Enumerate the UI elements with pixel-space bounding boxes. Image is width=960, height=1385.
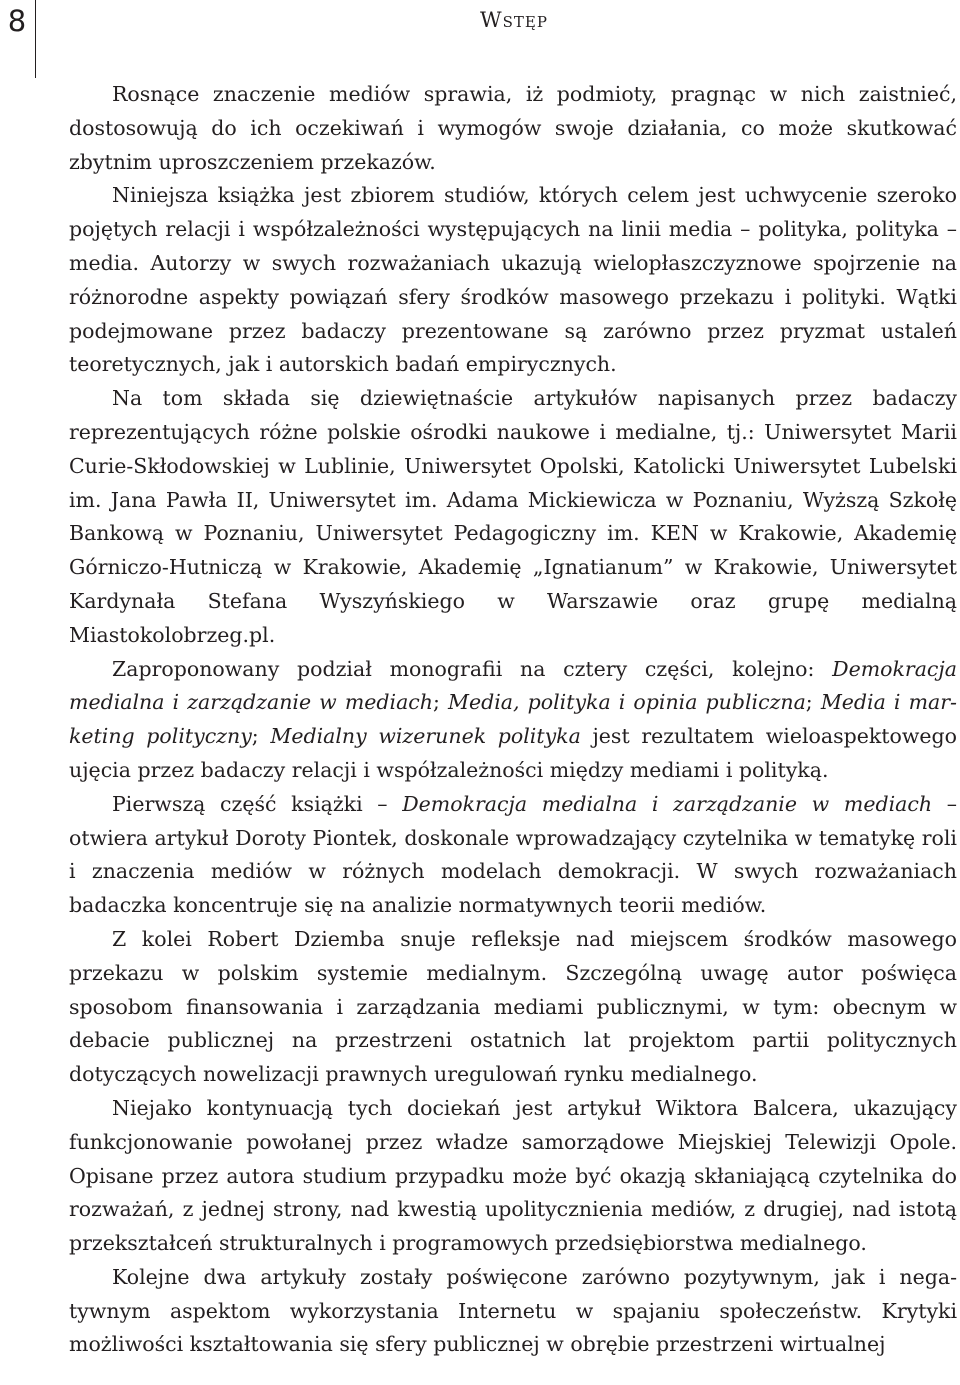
paragraph-text: Na tom składa się dziewiętnaście artykułów napisanych przez badaczy reprezentujących różne polskie ośrodki naukowe i medialne, tj.: Uniwersytet Marii Curie-Skłodowskiej w Lublinie, Uniwersytet Opolski, Katolicki Uniwersytet Lubelski im. Jana Pawła II, Uniwersytet im. Adama Mickiewicza w Poznaniu, Wyższą Szkołę Bankową w Poznaniu, Uniwersytet Pedagogiczny im. KEN w Krakowie, Akademię Górniczo-Hutniczą w Krakowie, Akademię „Ignatianum” w Krakowie, Uniwersytet Kardynała Stefana Wyszyńskiego w Warszawie oraz grupę medialną Miastokolobrzeg.pl. [69, 386, 957, 647]
paragraph-text: Z kolei Robert Dziemba snuje refleksje nad miejscem środków masowego przekazu w polskim systemie medialnym. Szczególną uwagę autor poświęca sposobom finansowania i zarządzania mediami publicznymi, w tym: obecnym w debacie publicznej na przestrzeni ostatnich lat projektom partii politycznych dotyczących nowelizacji prawnych uregulowań rynku medialnego. [69, 926, 957, 1087]
paragraph [69, 179, 957, 382]
paragraph-text: Pierwszą część książki – [112, 791, 403, 816]
paragraph-text: Niejako kontynuacją tych dociekań jest artykuł Wiktora Balcera, ukazujący funkcjonowanie powołanej przez władze samorządowe Miejskiej Telewizji Opole. Opisane przez autora studium przypadku może być okazją skłaniającą czytelnika do rozważań, z jednej strony, nad kwestią upolitycznienia mediów, z drugiej, nad istotą przekształceń strukturalnych i programowych przedsiębiorstwa medialnego. [69, 1095, 957, 1256]
italic-text: Medialny wizerunek polityka [270, 724, 581, 749]
running-head: Wstęp [480, 8, 548, 32]
paragraph [69, 653, 957, 788]
italic-text: Demokracja medialna i zarządzanie w mediach [402, 791, 933, 816]
paragraph-text: – otwiera artykuł Doroty Piontek, doskonale wprowadzający czytelnika w tematykę roli i znaczenia mediów w różnych modelach demokracji. W swych rozważaniach badaczka koncentruje się na analizie normatywnych teorii mediów. [69, 791, 957, 918]
paragraph-text: ; [432, 690, 448, 715]
paragraph [69, 1092, 957, 1261]
italic-text: Demokracja medialna i zarządzanie w mediach [69, 656, 957, 715]
paragraph-text: Niniejsza książka jest zbiorem studiów, których celem jest uchwycenie szeroko pojętych relacji i współzależności występujących na linii media – polityka, polityka – media. Autorzy w swych rozważaniach ukazują wielopłaszczyznowe spojrzenie na różnorodne aspekty powiązań sfery środków masowego przekazu i polityki. Wątki podejmowane przez badaczy prezentowane są zarówno przez pryzmat ustaleń teoretycznych, jak i autorskich badań empirycznych. [69, 183, 957, 377]
italic-text: Media i marketing polityczny [69, 690, 957, 749]
italic-text: Media, polityka i opinia publiczna [448, 690, 806, 715]
paragraph [69, 78, 957, 179]
paragraph-text: jest rezultatem wieloaspektowego ujęcia przez badaczy relacji i współzależności między mediami i polityką. [69, 724, 957, 782]
paragraph [69, 923, 957, 1092]
body-text [69, 78, 957, 1362]
paragraph-text: Rosnące znaczenie mediów sprawia, iż podmioty, pragnąc w nich zaistnieć, dostosowują do ich oczekiwań i wymogów swoje działania, co może skutkować zbytnim uproszczeniem przekazów. [69, 82, 957, 174]
paragraph-text: Kolejne dwa artykuły zostały poświęcone zarówno pozytywnym, jak i negatywnym aspektom wykorzystania Internetu w spajaniu społeczeństw. Krytyki możliwości kształtowania się sfery publicznej w obrębie przestrzeni wirtualnej [69, 1264, 957, 1357]
paragraph-text: Zaproponowany podział monografii na cztery części, kolejno: [112, 656, 833, 681]
paragraph-text: ; [805, 690, 821, 715]
page-number: 8 [7, 4, 27, 38]
header-divider [35, 0, 36, 78]
paragraph [69, 1261, 957, 1362]
paragraph-text: ; [251, 724, 271, 749]
paragraph [69, 788, 957, 923]
paragraph [69, 382, 957, 652]
